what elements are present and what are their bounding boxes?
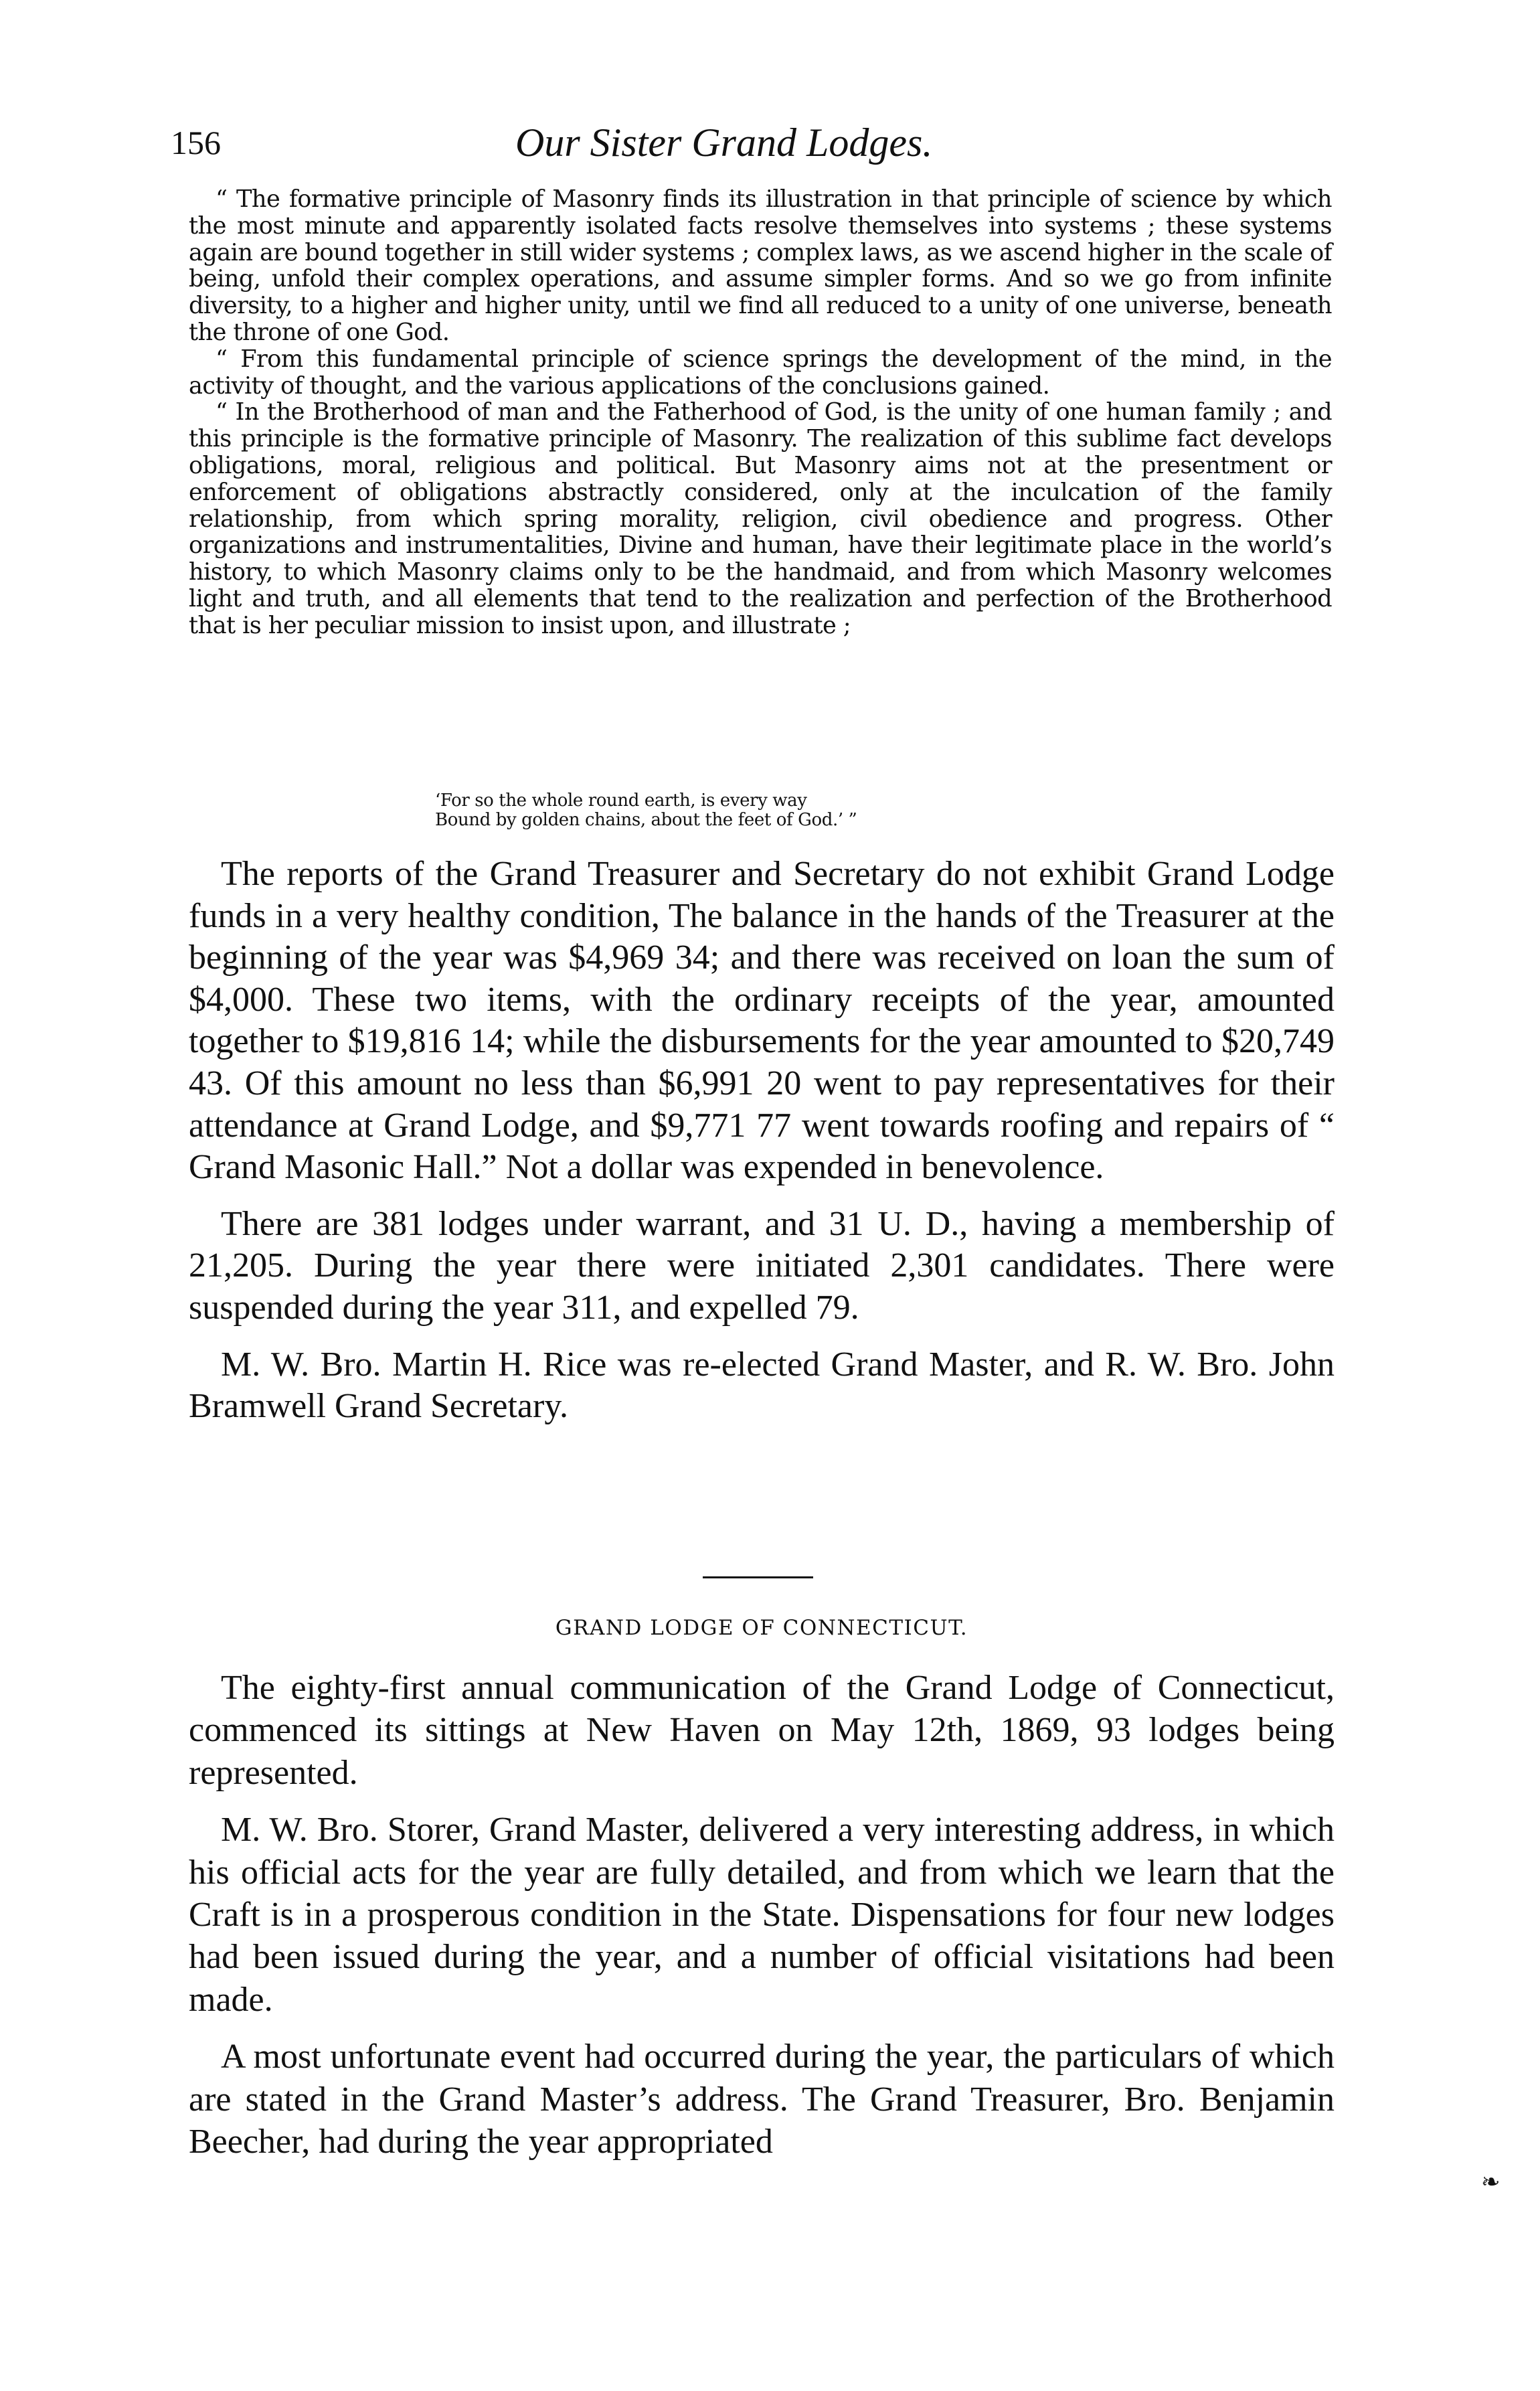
section-paragraph-communication: The eighty-first annual communication of the Grand Lodge of Connecticut, commenced its sittings at New Haven on May 12th, 1869, 93 lodges being represented. (189, 1669, 1335, 1792)
section-heading: GRAND LODGE OF CONNECTICUT. (555, 1616, 968, 1640)
section-divider (703, 1576, 813, 1578)
quote-paragraph-3: “ In the Brotherhood of man and the Fatherhood of God, is the unity of one human family ; and this principle is the formative principle of Masonry. The realization of this sublime fact develops obligations, moral, religious and political. But Masonry aims not at the presentment or enforcement of obligations abstractly considered, only at the inculcation of the family relationship, from which spring morality, religion, civil obedience and progress. Other organizations and instrumentalities, Divine and human, have their legitimate place in the world’s history, to which Masonry claims only to be the handmaid, and from which Masonry welcomes light and truth, and all elements that tend to the realization and perfection of the Brotherhood that is her peculiar mission to insist upon, and illustrate ; (189, 398, 1332, 639)
section-paragraph-event: A most unfortunate event had occurred during the year, the particulars of which are stated in the Grand Master’s address. The Grand Treasurer, Bro. Benjamin Beecher, had during the year appropriated (189, 2038, 1335, 2161)
quote-paragraph-2: “ From this fundamental principle of science springs the development of the mind, in the activity of thought, and the various applications of the conclusions gained. (189, 345, 1332, 400)
body-paragraph-lodges: There are 381 lodges under warrant, and 31 U. D., having a membership of 21,205. During the year there were initiated 2,301 candidates. There were suspended during the year 311, and expelled 79. (189, 1204, 1335, 1327)
body-text (189, 853, 1335, 1428)
quote-paragraph-1: “ The formative principle of Masonry finds its illustration in that principle of science by which the most minute and apparently isolated facts resolve themselves into systems ; these systems again are bound together in still wider systems ; complex laws, as we ascend higher in the scale of being, unfold their complex operations, and assume simpler forms. And so we go from infinite diversity, to a higher and higher unity, until we find all reduced to a unity of one universe, beneath the throne of one God. (189, 185, 1332, 346)
page-number: 156 (171, 124, 221, 161)
running-title: Our Sister Grand Lodges. (515, 120, 933, 165)
section-body-text (189, 1667, 1335, 2163)
body-paragraph-officers: M. W. Bro. Martin H. Rice was re-elected Grand Master, and R. W. Bro. John Bramwell Grand Secretary. (189, 1345, 1335, 1426)
verse-quotation (435, 791, 857, 830)
quoted-passage (189, 186, 1332, 639)
verse-line-2: Bound by golden chains, about the feet of God.’ ” (435, 810, 857, 830)
margin-stamp-icon: ❧ (1481, 2169, 1501, 2196)
body-paragraph-treasury: The reports of the Grand Treasurer and Secretary do not exhibit Grand Lodge funds in a very healthy condition, The balance in the hands of the Treasurer at the beginning of the year was $4,969 34; and there was received on loan the sum of $4,000. These two items, with the ordinary receipts of the year, amounted together to $19,816 14; while the disbursements for the year amounted to $20,749 43. Of this amount no less than $6,991 20 went to pay representatives for their attendance at Grand Lodge, and $9,771 77 went towards roofing and repairs of “ Grand Masonic Hall.” Not a dollar was expended in benevolence. (189, 855, 1335, 1187)
verse-line-1: ‘For so the whole round earth, is every way (435, 791, 807, 811)
section-paragraph-address: M. W. Bro. Storer, Grand Master, delivered a very interesting address, in which his official acts for the year are fully detailed, and from which we learn that the Craft is in a prosperous condition in the State. Dispensations for four new lodges had been issued during the year, and a number of official visitations had been made. (189, 1811, 1335, 2019)
